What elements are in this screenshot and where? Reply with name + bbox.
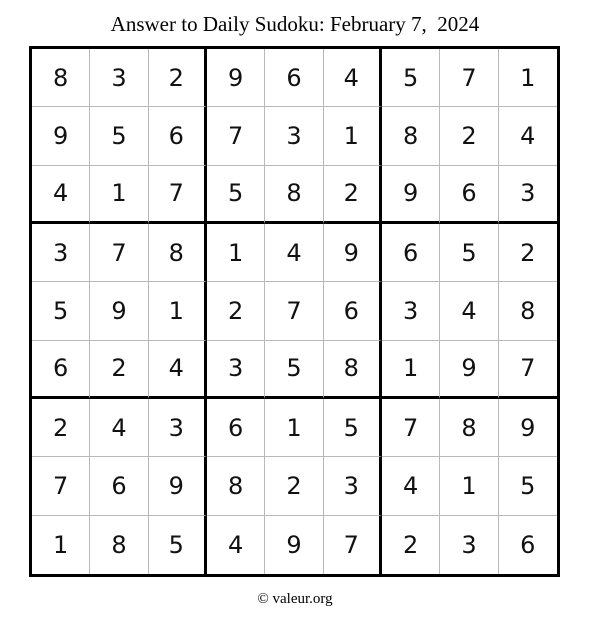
sudoku-cell: 5 bbox=[440, 224, 498, 282]
sudoku-cell: 2 bbox=[382, 516, 440, 574]
sudoku-cell: 1 bbox=[90, 166, 148, 224]
sudoku-cell: 7 bbox=[32, 457, 90, 515]
sudoku-cell: 2 bbox=[324, 166, 382, 224]
sudoku-cell: 7 bbox=[90, 224, 148, 282]
sudoku-cell: 2 bbox=[207, 282, 265, 340]
sudoku-cell: 9 bbox=[324, 224, 382, 282]
sudoku-cell: 6 bbox=[440, 166, 498, 224]
sudoku-cell: 3 bbox=[324, 457, 382, 515]
sudoku-cell: 4 bbox=[324, 49, 382, 107]
sudoku-cell: 4 bbox=[440, 282, 498, 340]
sudoku-board bbox=[29, 46, 560, 577]
sudoku-cell: 9 bbox=[382, 166, 440, 224]
sudoku-cell: 6 bbox=[32, 341, 90, 399]
sudoku-cell: 1 bbox=[207, 224, 265, 282]
sudoku-cell: 7 bbox=[207, 107, 265, 165]
sudoku-cell: 7 bbox=[265, 282, 323, 340]
sudoku-cell: 3 bbox=[382, 282, 440, 340]
sudoku-cell: 3 bbox=[499, 166, 557, 224]
sudoku-cell: 6 bbox=[520, 530, 536, 559]
sudoku-cell: 9 bbox=[32, 107, 90, 165]
sudoku-cell: 2 bbox=[265, 457, 323, 515]
sudoku-cell: 9 bbox=[440, 341, 498, 399]
sudoku-cell: 3 bbox=[207, 341, 265, 399]
sudoku-cell: 8 bbox=[499, 282, 557, 340]
sudoku-cell: 8 bbox=[207, 457, 265, 515]
sudoku-cell: 8 bbox=[440, 399, 498, 457]
sudoku-cell: 8 bbox=[324, 341, 382, 399]
sudoku-cell: 4 bbox=[207, 516, 265, 574]
sudoku-cell: 3 bbox=[90, 49, 148, 107]
sudoku-cell: 9 bbox=[90, 282, 148, 340]
sudoku-cell: 5 bbox=[382, 49, 440, 107]
sudoku-cell: 8 bbox=[90, 516, 148, 574]
sudoku-cell: 7 bbox=[324, 516, 382, 574]
sudoku-cell: 5 bbox=[90, 107, 148, 165]
sudoku-cell: 4 bbox=[149, 341, 207, 399]
sudoku-cell: 4 bbox=[90, 399, 148, 457]
sudoku-cell: 5 bbox=[207, 166, 265, 224]
sudoku-cell: 8 bbox=[265, 166, 323, 224]
sudoku-cell: 7 bbox=[382, 399, 440, 457]
sudoku-cell: 3 bbox=[32, 224, 90, 282]
sudoku-cell: 6 bbox=[207, 399, 265, 457]
sudoku-cell: 6 bbox=[382, 224, 440, 282]
sudoku-cell: 2 bbox=[90, 341, 148, 399]
sudoku-cell: 5 bbox=[149, 516, 207, 574]
sudoku-cell: 8 bbox=[149, 224, 207, 282]
sudoku-cell: 8 bbox=[32, 49, 90, 107]
sudoku-cell: 7 bbox=[499, 341, 557, 399]
sudoku-cell: 4 bbox=[32, 166, 90, 224]
sudoku-cell: 5 bbox=[499, 457, 557, 515]
sudoku-cell: 4 bbox=[499, 107, 557, 165]
sudoku-cell: 9 bbox=[499, 399, 557, 457]
sudoku-cell: 2 bbox=[149, 49, 207, 107]
sudoku-cell: 8 bbox=[382, 107, 440, 165]
sudoku-cell: 9 bbox=[265, 516, 323, 574]
sudoku-cell: 1 bbox=[324, 107, 382, 165]
sudoku-cell: 1 bbox=[32, 516, 90, 574]
sudoku-cell: 6 bbox=[90, 457, 148, 515]
sudoku-cell: 5 bbox=[32, 282, 90, 340]
sudoku-cell: 5 bbox=[324, 399, 382, 457]
sudoku-cell: 6 bbox=[265, 49, 323, 107]
sudoku-cell: 2 bbox=[499, 224, 557, 282]
sudoku-cell: 2 bbox=[440, 107, 498, 165]
copyright-footer: © valeur.org bbox=[257, 591, 333, 607]
sudoku-cell: 5 bbox=[265, 341, 323, 399]
sudoku-cell: 1 bbox=[265, 399, 323, 457]
puzzle-title: Answer to Daily Sudoku: February 7, 2024 bbox=[110, 12, 480, 36]
sudoku-cell: 9 bbox=[149, 457, 207, 515]
sudoku-cell: 3 bbox=[440, 516, 498, 574]
sudoku-cell: 1 bbox=[499, 49, 557, 107]
sudoku-cell: 3 bbox=[149, 399, 207, 457]
sudoku-cell: 6 bbox=[149, 107, 207, 165]
sudoku-cell: 2 bbox=[32, 399, 90, 457]
sudoku-cell: 3 bbox=[265, 107, 323, 165]
sudoku-cell: 7 bbox=[440, 49, 498, 107]
sudoku-cell: 6 bbox=[324, 282, 382, 340]
sudoku-cell: 4 bbox=[265, 224, 323, 282]
sudoku-cell: 1 bbox=[149, 282, 207, 340]
sudoku-cell: 7 bbox=[149, 166, 207, 224]
sudoku-cell: 1 bbox=[440, 457, 498, 515]
sudoku-cell: 9 bbox=[207, 49, 265, 107]
sudoku-cell: 4 bbox=[382, 457, 440, 515]
sudoku-cell: 1 bbox=[382, 341, 440, 399]
